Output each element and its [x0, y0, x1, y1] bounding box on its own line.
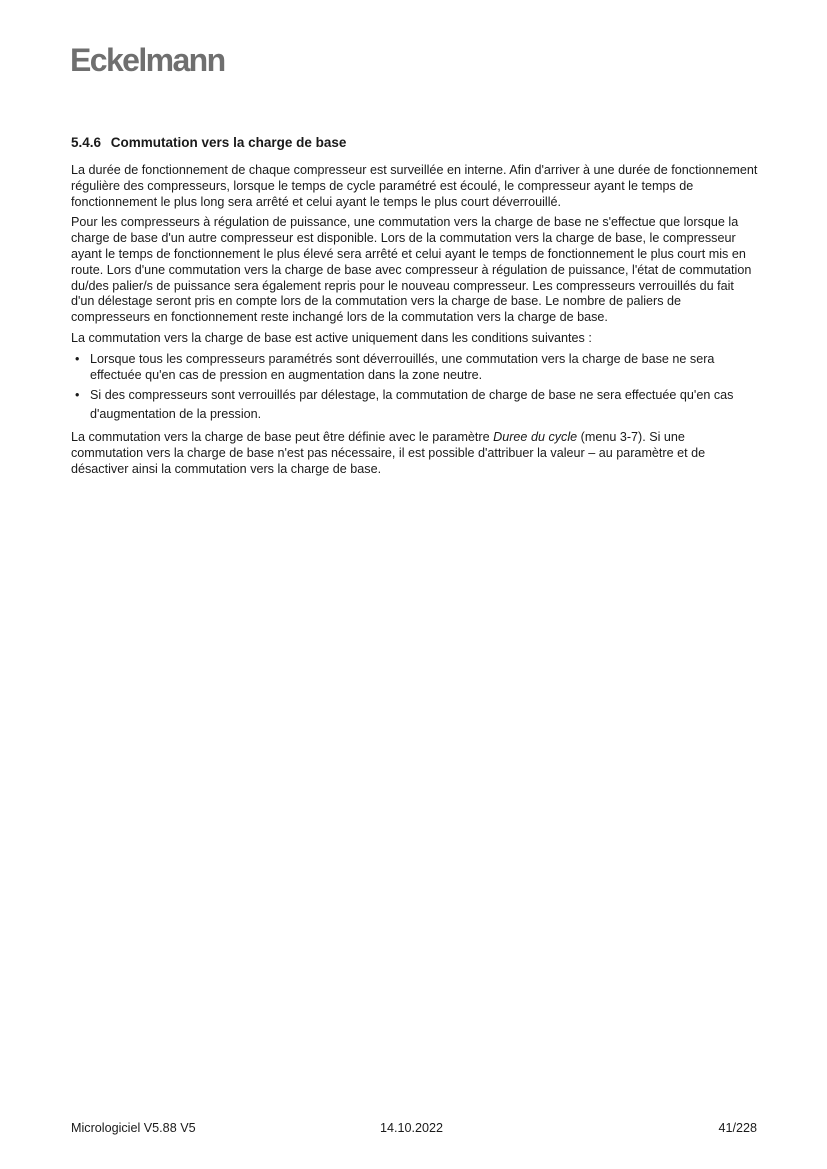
- paragraph-power-regulation: Pour les compresseurs à régulation de puissance, une commutation vers la charge de base ne s'effectue que lorsque la charge de base d'un autre compresseur est disponible. Lors de la commutation vers la charge de base, le compresseur ayant le temps de fonctionnement le plus élevé sera arrêté et celui ayant le temps de fonctionnement le plus court mis en route. Lors d'une commutation vers la charge de base avec compresseur à régulation de puissance, l'état de commutation du/des palier/s de puissance sera également repris pour le nouveau compresseur. Les compresseurs verrouillés du fait d'un délestage seront pris en compte lors de la commutation vers la charge de base. Le nombre de paliers de compresseurs en fonctionnement reste inchangé lors de la commutation vers la charge de base.: [71, 215, 752, 325]
- list-item-text: Lorsque tous les compresseurs paramétrés sont déverrouillés, une commutation vers la charge de base ne sera effectuée qu'en cas de pression en augmentation dans la zone neutre.: [90, 351, 715, 382]
- section-title: Commutation vers la charge de base: [110, 135, 347, 150]
- footer-date: 14.10.2022: [380, 1121, 444, 1135]
- paragraph-conditions-intro: La commutation vers la charge de base est active uniquement dans les conditions suivantes :: [71, 330, 592, 345]
- paragraph-cycle-parameter: [71, 430, 759, 477]
- conditions-list: [71, 352, 759, 425]
- closing-text-after: (menu 3-7). Si une commutation vers la charge de base n'est pas nécessaire, il est possible d'attribuer la valeur – au paramètre et de désactiver ainsi la commutation vers la charge de base.: [71, 430, 706, 476]
- main-content: [71, 134, 759, 483]
- page-footer: [71, 1121, 757, 1139]
- list-item-text: Si des compresseurs sont verrouillés par délestage, la commutation de charge de base ne sera effectuée qu'en cas d'augmentation de la pression.: [90, 388, 734, 422]
- eckelmann-logo: Eckelmann: [70, 42, 225, 78]
- paragraph-runtime-monitoring: La durée de fonctionnement de chaque compresseur est surveillée en interne. Afin d'arriver à une durée de fonctionnement régulière des compresseurs, lorsque le temps de cycle paramétré est écoulé, le compresseur ayant le temps de fonctionnement le plus long sera arrêté et celui ayant le temps le plus court déverrouillé.: [71, 163, 758, 209]
- footer-page-number: 41/228: [718, 1121, 757, 1135]
- parameter-name: Duree du cycle: [493, 430, 578, 445]
- list-item: [71, 352, 759, 384]
- bullet-marker: •: [75, 388, 80, 403]
- list-item: [71, 386, 759, 424]
- footer-firmware-version: Micrologiciel V5.88 V5: [71, 1121, 196, 1135]
- section-heading: [71, 134, 759, 151]
- closing-text-before: La commutation vers la charge de base peut être définie avec le paramètre: [71, 430, 494, 445]
- section-number: 5.4.6: [71, 135, 102, 150]
- bullet-marker: •: [75, 351, 80, 366]
